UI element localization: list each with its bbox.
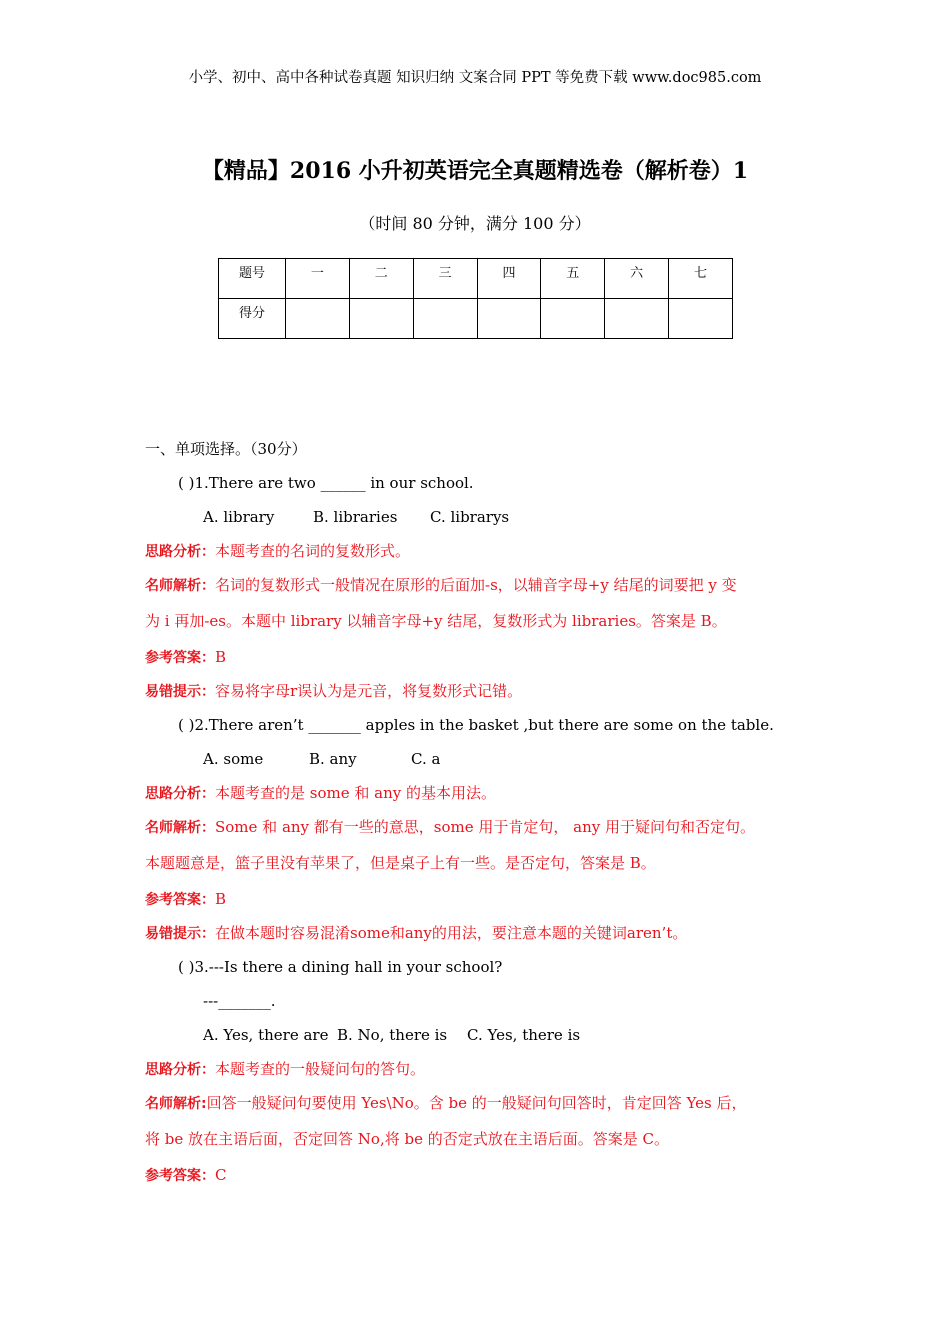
question-1-stem: ( )1.There are two ______ in our school. [178,474,474,492]
score-table-cell: 二 [349,259,413,299]
answer-text: C [215,1166,227,1184]
question-1-teacher-note-cont: 为 i 再加-es。本题中 library 以辅音字母+y 结尾，复数形式为 libraries。答案是 B。 [145,612,727,630]
site-header: 小学、初中、高中各种试卷真题 知识归纳 文案合同 PPT 等免费下载 www.doc985.com [188,70,762,86]
question-3-analysis [145,1056,825,1090]
score-table-header-row [219,259,733,299]
score-input-cell[interactable] [669,299,733,339]
page-title: 【精品】2016 小升初英语完全真题精选卷（解析卷）1 [201,158,749,184]
question-1-analysis [145,538,825,572]
question-2-tip [145,920,825,954]
score-table-cell: 一 [286,259,350,299]
question-2-teacher-note [145,814,825,850]
answer-text: B [215,648,227,666]
option-c[interactable]: C. Yes, there is [467,1026,581,1044]
tip-text: 在做本题时容易混淆some和any的用法，要注意本题的关键词aren’t。 [215,924,688,942]
score-table [218,258,733,339]
answer-label: 参考答案： [145,1168,215,1184]
teacher-label: 名师解析: [145,1096,207,1112]
teacher-label: 名师解析： [145,578,215,594]
question-3-options [145,1022,825,1056]
analysis-label: 思路分析： [145,786,215,802]
question-2-options [145,746,825,780]
score-table-cell: 得分 [219,299,286,339]
score-table-cell: 三 [413,259,477,299]
teacher-text: Some 和 any 都有一些的意思，some 用于肯定句， any 用于疑问句和否定句。 [215,818,756,836]
analysis-text: 本题考查的是 some 和 any 的基本用法。 [215,784,496,802]
option-b[interactable]: B. any [309,750,357,768]
question-2-analysis [145,780,825,814]
score-input-cell[interactable] [286,299,350,339]
question-1-teacher-note [145,572,825,608]
score-input-cell[interactable] [349,299,413,339]
question-1-options [145,504,825,538]
score-table-cell: 五 [541,259,605,299]
section-single-choice [145,436,825,1196]
teacher-text: 名词的复数形式一般情况在原形的后面加-s，以辅音字母+y 结尾的词要把 y 变 [215,576,737,594]
option-b[interactable]: B. No, there is [337,1026,448,1044]
score-input-cell[interactable] [413,299,477,339]
score-table-score-row [219,299,733,339]
question-2-answer [145,886,825,920]
option-a[interactable]: A. some [203,750,264,768]
option-a[interactable]: A. library [203,508,275,526]
score-table-cell: 七 [669,259,733,299]
analysis-text: 本题考查的一般疑问句的答句。 [215,1060,426,1078]
tip-label: 易错提示： [145,684,215,700]
question-3-answer [145,1162,825,1196]
option-c[interactable]: C. librarys [430,508,510,526]
score-input-cell[interactable] [541,299,605,339]
question-3-teacher-note-cont: 将 be 放在主语后面，否定回答 No,将 be 的否定式放在主语后面。答案是 C。 [145,1130,669,1148]
teacher-label: 名师解析： [145,820,215,836]
answer-text: B [215,890,227,908]
question-2-stem: ( )2.There aren’t _______ apples in the basket ,but there are some on the table. [178,716,774,734]
analysis-text: 本题考查的名词的复数形式。 [215,542,411,560]
score-input-cell[interactable] [605,299,669,339]
score-table-cell: 四 [477,259,541,299]
answer-label: 参考答案： [145,892,215,908]
score-input-cell[interactable] [477,299,541,339]
analysis-label: 思路分析： [145,1062,215,1078]
question-3-stem: ( )3.---Is there a dining hall in your school? [178,958,503,976]
question-1-tip [145,678,825,712]
section-heading: 一、单项选择。（30分） [145,440,307,458]
question-1-answer [145,644,825,678]
teacher-text: 回答一般疑问句要使用 Yes\No。含 be 的一般疑问句回答时，肯定回答 Yes 后， [206,1094,747,1112]
question-3-teacher-note [145,1090,825,1126]
tip-text: 容易将字母r误认为是元音，将复数形式记错。 [215,682,523,700]
option-c[interactable]: C. a [411,750,441,768]
question-3-stem-reply: ---_______. [203,992,276,1010]
tip-label: 易错提示： [145,926,215,942]
option-a[interactable]: A. Yes, there are [203,1026,329,1044]
score-table-cell: 题号 [219,259,286,299]
option-b[interactable]: B. libraries [313,508,398,526]
answer-label: 参考答案： [145,650,215,666]
exam-time-info: （时间 80 分钟，满分 100 分） [359,214,591,233]
analysis-label: 思路分析： [145,544,215,560]
score-table-cell: 六 [605,259,669,299]
question-2-teacher-note-cont: 本题题意是，篮子里没有苹果了，但是桌子上有一些。是否定句，答案是 B。 [145,854,656,872]
